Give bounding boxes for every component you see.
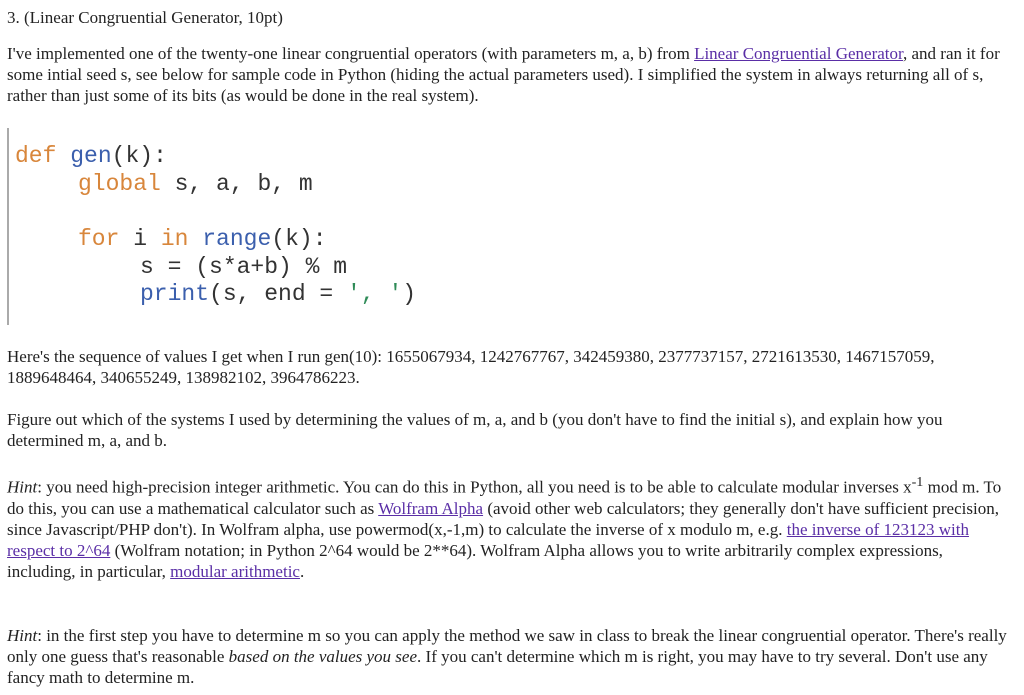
hint-text: (Wolfram notation; in Python 2^64 would be 2**64). Wolfram Alpha allows you to write arbitrarily complex expressions, including, in particular, — [7, 540, 943, 581]
code-text: (k): — [111, 143, 167, 169]
hint-text: . — [299, 561, 305, 581]
inverse-example-link[interactable]: the inverse of 123123 with respect to 2^64 — [7, 519, 969, 560]
hint-label: Hint — [7, 477, 38, 497]
code-block — [7, 128, 469, 325]
hint-text: (avoid other web calculators; they generally don't have sufficient precision, since Javascript/PHP don't). In Wolfram alpha, use powermod(x,-1,m) to calculate the inverse of x modulo m, e.g. — [7, 498, 999, 539]
hint-paragraph-1 — [7, 472, 1007, 582]
hint-paragraph-2 — [7, 625, 1007, 688]
hint-text: : you need high-precision integer arithmetic. You can do this in Python, all you need is to be able to calculate modular inverses x — [37, 477, 912, 497]
superscript: -1 — [911, 474, 924, 490]
code-function-name: gen — [70, 143, 112, 169]
hint-text: mod m. To do this, you can use a mathematical calculator such as — [7, 477, 1002, 518]
code-text: (k): — [271, 226, 327, 252]
wolfram-alpha-link[interactable]: Wolfram Alpha — [378, 498, 484, 518]
code-line-2 — [78, 170, 313, 198]
code-line-4: s = (s*a+b) % m — [140, 254, 348, 280]
code-keyword: def — [15, 143, 57, 169]
code-line-1 — [15, 142, 167, 170]
code-line-3 — [78, 225, 327, 253]
code-function-name: range — [188, 226, 272, 252]
emphasis-text: based on the values you see — [228, 647, 418, 666]
code-text: s, a, b, m — [160, 171, 313, 197]
code-string: ', ' — [347, 281, 403, 307]
intro-paragraph — [7, 43, 1007, 106]
code-text: ) — [402, 281, 417, 307]
hint-label: Hint — [7, 626, 38, 645]
modular-arithmetic-link[interactable]: modular arithmetic — [170, 561, 300, 581]
code-keyword: for — [78, 226, 120, 252]
code-line-5 — [140, 280, 416, 308]
code-keyword: global — [78, 171, 161, 197]
code-text: (s, end = — [209, 281, 348, 307]
sequence-paragraph: Here's the sequence of values I get when I run gen(10): 1655067934, 1242767767, 342459380, 2377737157, 2721613530, 1467157059, 1889648464, 340655249, 138982102, 3964786223. — [7, 347, 935, 387]
intro-text-2: , and ran it for some intial seed s, see below for sample code in Python (hiding the actual parameters used). I simplified the system in always returning all of s, rather than just some of its bits (as would be done in the real system). — [7, 44, 1000, 105]
code-keyword: in — [160, 226, 189, 252]
code-function-name: print — [140, 281, 210, 307]
question-title: 3. (Linear Congruential Generator, 10pt) — [7, 8, 283, 27]
task-paragraph: Figure out which of the systems I used by determining the values of m, a, and b (you don't have to find the initial s), and explain how you determined m, a, and b. — [7, 410, 943, 450]
hint-text: . If you can't determine which m is right, you may have to try several. Don't use any fancy math to determine m. — [7, 647, 988, 687]
code-text: i — [119, 226, 161, 252]
intro-text-1: I've implemented one of the twenty-one linear congruential operators (with parameters m, a, b) from — [7, 44, 695, 63]
hint-text: : in the first step you have to determine m so you can apply the method we saw in class to break the linear congruential operator. There's really only one guess that's reasonable — [7, 626, 1007, 666]
lcg-link[interactable]: Linear Congruential Generator — [694, 44, 903, 63]
